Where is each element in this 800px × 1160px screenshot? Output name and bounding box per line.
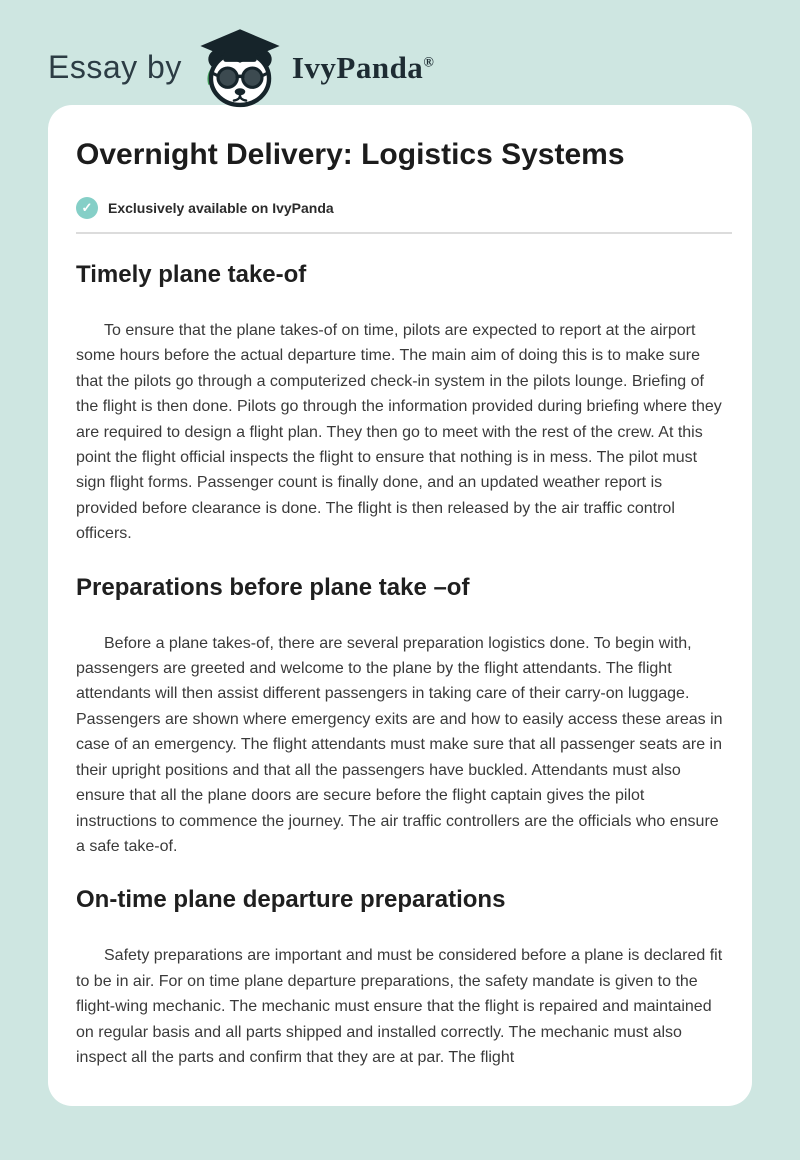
- section-body-2: Before a plane takes-of, there are several preparation logistics done. To begin with, passengers are greeted and welcome to the plane by the flight attendants. The flight attendants will then assist different passengers in taking care of their carry-on luggage. Passengers are shown where emergency exits are and how to easily access these areas in case of an emergency. The flight attendants must make sure that all passenger seats are in their upright positions and that all the passengers have buckled. Attendants must also ensure that all the plane doors are secure before the flight captain gives the pilot instructions to commence the journey. The air traffic controllers are the officials who ensure a safe take-of.: [76, 634, 723, 855]
- section-heading-3: On-time plane departure preparations: [76, 886, 506, 914]
- ivypanda-logo: [196, 27, 434, 109]
- site-header: [0, 0, 800, 105]
- brand-name: IvyPanda®: [291, 49, 435, 85]
- registered-mark: ®: [423, 55, 435, 71]
- availability-row: [76, 197, 724, 219]
- essay-by-label: Essay by: [48, 49, 182, 85]
- availability-label: Exclusively available on IvyPanda: [108, 200, 334, 216]
- section-body-3: Safety preparations are important and must be considered before a plane is declared fit to be in air. For on time plane departure preparations, the safety mandate is given to the flight-wing mechanic. The mechanic must ensure that the flight is repaired and maintained on regular basis and all parts shipped and installed correctly. The mechanic must also inspect all the parts and confirm that they are at par. The flight: [76, 947, 723, 1066]
- check-icon: ✓: [76, 197, 98, 219]
- divider: [76, 232, 732, 234]
- section-body-1: To ensure that the plane takes-of on time, pilots are expected to report at the airport some hours before the actual departure time. The main aim of doing this is to make sure that the pilots go through a computerized check-in system in the pilots lounge. Briefing of the flight is then done. Pilots go through the information provided during briefing where they are required to design a flight plan. They then go to meet with the rest of the crew. At this point the flight official inspects the flight to ensure that nothing is in mess. The pilot must sign flight forms. Passenger count is finally done, and an updated weather report is provided before clearance is done. The flight is then released by the air traffic control officers.: [76, 322, 722, 543]
- section-heading-1: Timely plane take-of: [76, 261, 307, 288]
- page-title: Overnight Delivery: Logistics Systems: [76, 138, 625, 171]
- section-heading-2: Preparations before plane take –of: [76, 573, 470, 601]
- essay-card: [48, 105, 752, 1106]
- panda-graduate-icon: [196, 27, 284, 109]
